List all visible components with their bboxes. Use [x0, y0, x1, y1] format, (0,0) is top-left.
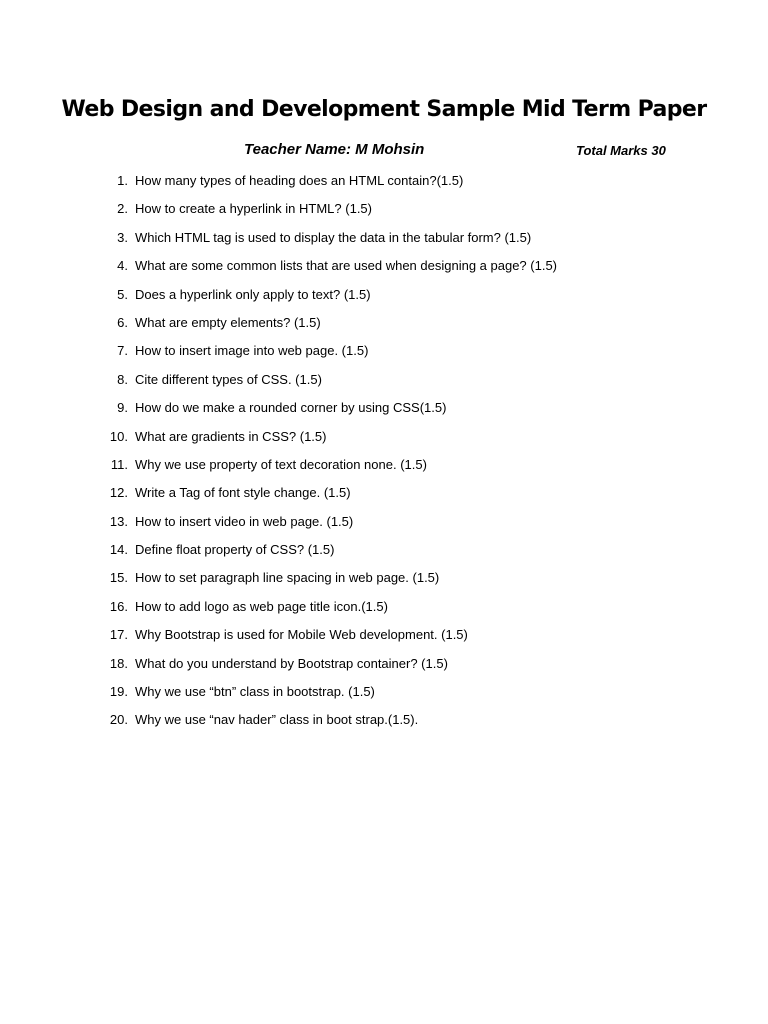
question-item — [0, 284, 768, 312]
question-item — [0, 511, 768, 539]
question-number: 10. — [109, 428, 128, 444]
question-text: How to insert video in web page. (1.5) — [135, 513, 354, 529]
question-text: Cite different types of CSS. (1.5) — [135, 371, 322, 387]
question-item — [0, 227, 768, 255]
question-text: How to set paragraph line spacing in web page. (1.5) — [135, 570, 440, 586]
question-item — [0, 397, 768, 425]
question-text: What are empty elements? (1.5) — [135, 314, 321, 330]
question-number: 17. — [109, 627, 128, 643]
question-item — [0, 198, 768, 226]
question-text: What do you understand by Bootstrap container? (1.5) — [135, 655, 448, 671]
question-item — [0, 255, 768, 283]
question-text: How to add logo as web page title icon.(1.5) — [135, 598, 388, 614]
question-item — [0, 624, 768, 652]
question-number: 3. — [117, 229, 128, 245]
question-text: What are gradients in CSS? (1.5) — [135, 428, 327, 444]
question-number: 11. — [110, 456, 128, 472]
question-list — [0, 170, 768, 738]
question-number: 6. — [117, 314, 128, 330]
question-item — [0, 709, 768, 737]
question-number: 1. — [117, 173, 128, 188]
question-number: 8. — [117, 371, 128, 387]
header-info — [0, 139, 768, 161]
question-item — [0, 454, 768, 482]
question-item — [0, 539, 768, 567]
question-number: 9. — [117, 400, 128, 416]
question-item — [0, 596, 768, 624]
question-item — [0, 567, 768, 595]
question-number: 4. — [117, 258, 128, 274]
question-number: 18. — [109, 655, 128, 671]
question-item — [0, 369, 768, 397]
question-item — [0, 482, 768, 510]
teacher-name: Teacher Name: M Mohsin — [244, 141, 425, 158]
question-item — [0, 653, 768, 681]
question-number: 12. — [109, 485, 128, 501]
question-text: Define float property of CSS? (1.5) — [135, 542, 335, 558]
question-number: 5. — [117, 286, 128, 302]
question-item — [0, 340, 768, 368]
question-text: What are some common lists that are used when designing a page? (1.5) — [135, 258, 558, 274]
question-item — [0, 312, 768, 340]
question-item — [0, 170, 768, 198]
question-text: How to insert image into web page. (1.5) — [135, 343, 369, 359]
question-number: 14. — [109, 542, 128, 558]
question-number: 13. — [109, 513, 128, 529]
question-text: Why we use property of text decoration none. (1.5) — [135, 456, 427, 472]
question-text: Which HTML tag is used to display the data in the tabular form? (1.5) — [135, 229, 532, 245]
question-number: 19. — [109, 684, 128, 700]
total-marks: Total Marks 30 — [576, 143, 666, 158]
question-text: How many types of heading does an HTML contain?(1.5) — [135, 173, 464, 188]
question-number: 16. — [109, 598, 128, 614]
question-number: 15. — [109, 570, 128, 586]
document-title: Web Design and Development Sample Mid Term Paper — [61, 97, 707, 122]
question-text: How to create a hyperlink in HTML? (1.5) — [135, 201, 372, 217]
question-text: Why we use “nav hader” class in boot strap.(1.5). — [135, 712, 419, 728]
question-number: 20. — [109, 712, 128, 728]
question-text: Why Bootstrap is used for Mobile Web development. (1.5) — [135, 627, 468, 643]
question-number: 2. — [117, 201, 128, 217]
question-text: How do we make a rounded corner by using CSS(1.5) — [135, 400, 447, 416]
question-item — [0, 681, 768, 709]
question-text: Why we use “btn” class in bootstrap. (1.5) — [135, 684, 375, 700]
question-number: 7. — [117, 343, 128, 359]
question-item — [0, 426, 768, 454]
question-text: Does a hyperlink only apply to text? (1.5) — [135, 286, 371, 302]
question-text: Write a Tag of font style change. (1.5) — [135, 485, 351, 501]
